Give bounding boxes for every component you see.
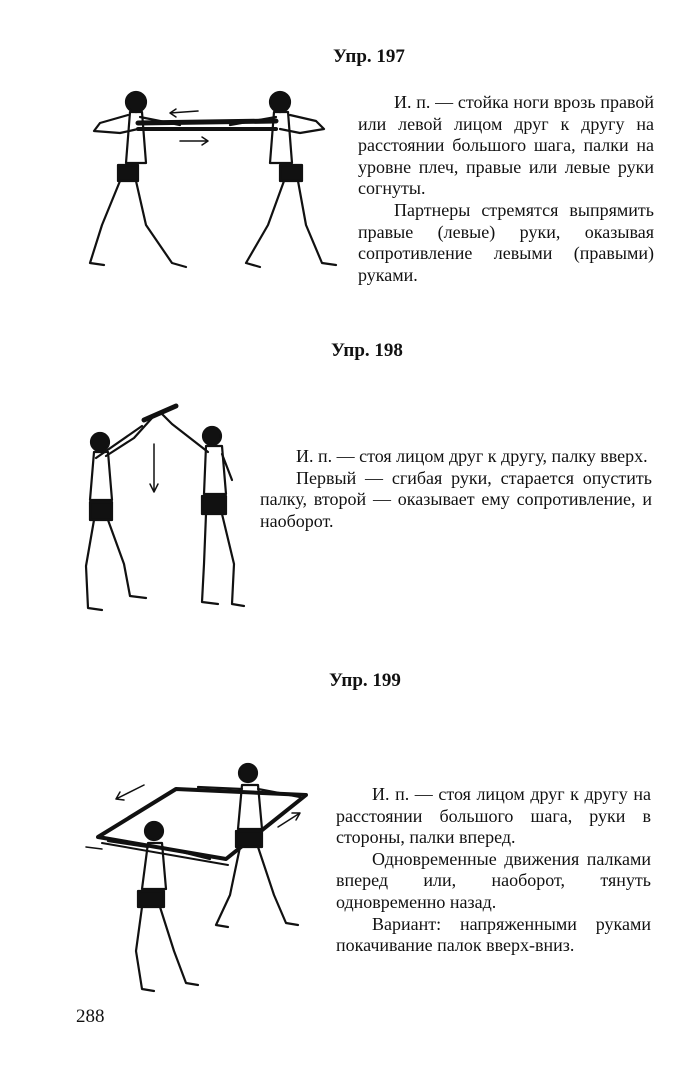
exercise-198-title: Упр. 198 <box>331 340 403 361</box>
exercise-198-text <box>260 446 652 532</box>
exercise-198-paragraph: Первый — сгибая руки, старается опустить палку, второй — оказывает ему сопротивление, и наоборот. <box>260 467 652 531</box>
exercise-197-title: Упр. 197 <box>333 46 405 67</box>
exercise-199-title: Упр. 199 <box>329 670 401 691</box>
exercise-198-paragraph: И. п. — стоя лицом друг к другу, палку вверх. <box>296 446 648 466</box>
exercise-197-illustration <box>80 85 350 275</box>
exercise-197-text <box>358 92 654 286</box>
page-number: 288 <box>76 1006 105 1027</box>
exercise-198-illustration <box>72 398 252 618</box>
exercise-199-paragraph: Одновременные движения палками вперед или, наоборот, тянуть одновременно назад. <box>336 848 651 912</box>
exercise-199-paragraph: Вариант: напряженными руками покачивание палок вверх-вниз. <box>336 913 651 956</box>
exercise-199-text <box>336 784 651 957</box>
exercise-197-paragraph: И. п. — стойка ноги врозь правой или левой лицом друг к другу на расстоянии большого шага, палки на уровне плеч, правые или левые руки согнуты. <box>358 92 654 199</box>
exercise-197-paragraph: Партнеры стремятся выпрямить правые (левые) руки, оказывая сопротивление левыми (правыми) руками. <box>358 199 654 285</box>
exercise-199-illustration <box>78 755 318 1000</box>
exercise-199-paragraph: И. п. — стоя лицом друг к другу на расстоянии большого шага, руки в стороны, палки вперед. <box>336 784 651 848</box>
